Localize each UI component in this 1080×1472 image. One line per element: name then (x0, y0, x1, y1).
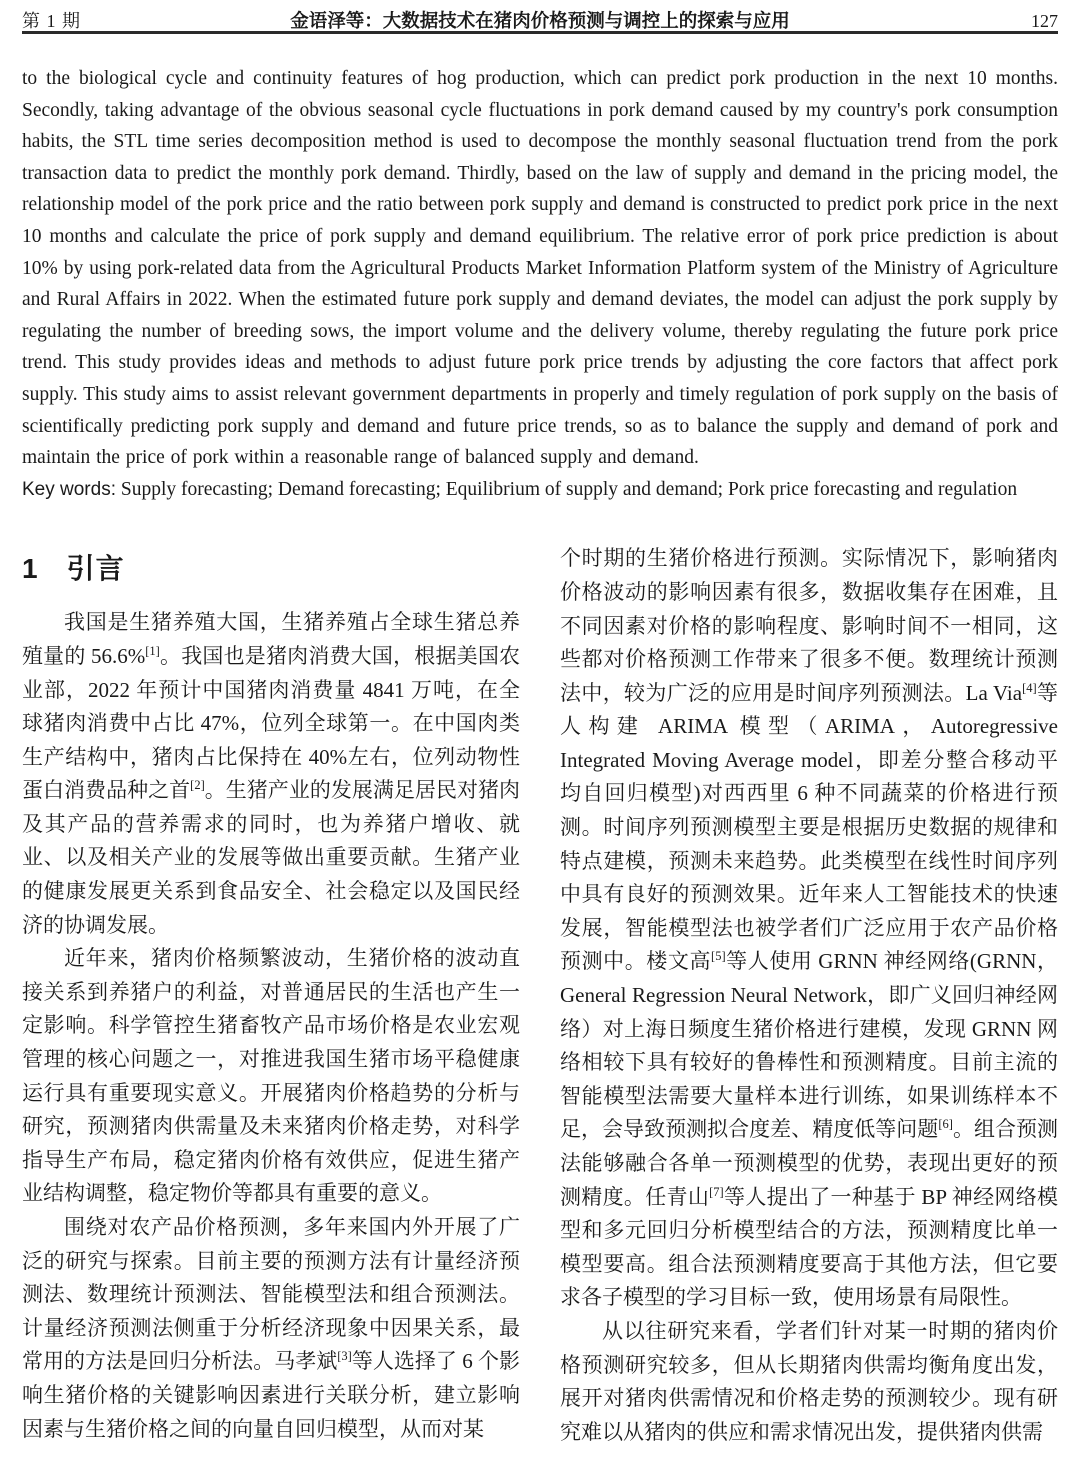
section-number: 1 (22, 553, 39, 585)
running-title: 金语泽等：大数据技术在猪肉价格预测与调控上的探索与应用 (290, 10, 790, 31)
keywords-text: Supply forecasting; Demand forecasting; Equilibrium of supply and demand; Pork price forecasting and regulation (115, 478, 1018, 500)
two-column-body (22, 542, 1058, 1449)
paragraph-intro-1: 我国是生猪养殖大国，生猪养殖占全球生猪总养殖量的 56.6%[1]。我国也是猪肉消费大国，根据美国农业部，2022 年预计中国猪肉消费量 4841 万吨，在全球猪肉消费中占比 47%，位列全球第一。在中国肉类生产结构中，猪肉占比保持在 40%左右，位列动物性蛋白消费品种之首[2]。生猪产业的发展满足居民对猪肉及其产品的营养需求的同时，也为养猪户增收、就业、以及相关产业的发展等做出重要贡献。生猪产业的健康发展更关系到食品安全、社会稳定以及国民经济的协调发展。 (22, 610, 521, 937)
paragraph-intro-4: 从以往研究来看，学者们针对某一时期的猪肉价格预测研究较多，但从长期猪肉供需均衡角度出发，展开对猪肉供需情况和价格走势的预测较少。现有研究难以从猪肉的供应和需求情况出发，提供猪肉供需 (560, 1318, 1058, 1444)
paragraph-intro-3: 围绕对农产品价格预测，多年来国内外开展了广泛的研究与探索。目前主要的预测方法有计量经济预测法、数理统计预测法、智能模型法和组合预测法。计量经济预测法侧重于分析经济现象中因果关系，最常用的方法是回归分析法。马孝斌[3]等人选择了 6 个影响生猪价格的关键影响因素进行关联分析，建立影响因素与生猪价格之间的向量自回归模型，从而对某 (22, 1215, 521, 1441)
page-header (22, 0, 1058, 34)
left-column (22, 542, 520, 1449)
right-column (560, 542, 1058, 1449)
abstract-text: to the biological cycle and continuity features of hog production, which can predict pork production in the next 10 months. Secondly, taking advantage of the obvious seasonal cycle fluctuations in pork demand caused by my country's pork consumption habits, the STL time series decomposition method is used to decompose the monthly seasonal fluctuation trend from the pork transaction data to predict the monthly pork demand. Thirdly, based on the law of supply and demand in the pricing model, the relationship model of the pork price and the ratio between pork supply and demand is constructed to predict pork price in the next 10 months and calculate the price of pork supply and demand equilibrium. The relative error of pork price prediction is about 10% by using pork-related data from the Agricultural Products Market Information Platform system of the Ministry of Agriculture and Rural Affairs in 2022. When the estimated future pork supply and demand deviates, the model can adjust the pork supply by regulating the number of breeding sows, the import volume and the delivery volume, thereby regulating the future pork price trend. This study provides ideas and methods to adjust future pork price trends by adjusting the core factors that affect pork supply. This study aims to assist relevant government departments in properly and timely regulation of pork supply on the basis of scientifically predicting pork supply and demand and future price trends, so as to balance the supply and demand of pork and maintain the price of pork within a reasonable range of balanced supply and demand. (22, 68, 1058, 469)
paragraph-intro-2: 近年来，猪肉价格频繁波动，生猪价格的波动直接关系到养猪户的利益，对普通居民的生活也产生一定影响。科学管控生猪畜牧产品市场价格是农业宏观管理的核心问题之一，对推进我国生猪市场平稳健康运行具有重要现实意义。开展猪肉价格趋势的分析与研究，预测猪肉供需量及未来猪肉价格走势，对科学指导生产布局，稳定猪肉价格有效供应，促进生猪产业结构调整，稳定物价等都具有重要的意义。 (22, 946, 520, 1206)
section-heading (22, 552, 520, 586)
paragraph-intro-3-continued: 个时期的生猪价格进行预测。实际情况下，影响猪肉价格波动的影响因素有很多，数据收集存在困难，且不同因素对价格的影响程度、影响时间不一相同，这些都对价格预测工作带来了很多不便。数理统计预测法中，较为广泛的应用是时间序列预测法。La Via[4]等人构建 ARIMA 模型（ARIMA，Autoregressive Integrated Moving Average model，即差分整合移动平均自回归模型)对西西里 6 种不同蔬菜的价格进行预测。时间序列预测模型主要是根据历史数据的规律和特点建模，预测未来趋势。此类模型在线性时间序列中具有良好的预测效果。近年来人工智能技术的快速发展，智能模型法也被学者们广泛应用于农产品价格预测中。楼文高[5]等人使用 GRNN 神经网络(GRNN，General Regression Neural Network，即广义回归神经网络）对上海日频度生猪价格进行建模，发现 GRNN 网络相较下具有较好的鲁棒性和预测精度。目前主流的智能模型法需要大量样本进行训练，如果训练样本不足，会导致预测拟合度差、精度低等问题[6]。组合预测法能够融合各单一预测模型的优势，表现出更好的预测精度。任青山[7]等人提出了一种基于 BP 神经网络模型和多元回归分析模型结合的方法，预测精度比单一模型要高。组合法预测精度要高于其他方法，但它要求各子模型的学习目标一致，使用场景有局限性。 (560, 546, 1059, 1310)
abstract-continuation (22, 63, 1058, 505)
journal-issue: 第 1 期 (22, 11, 81, 31)
section-title: 引言 (66, 553, 125, 585)
keywords-label: Key words: (22, 478, 116, 500)
keywords-line (22, 474, 1058, 506)
page-number: 127 (1031, 11, 1059, 31)
